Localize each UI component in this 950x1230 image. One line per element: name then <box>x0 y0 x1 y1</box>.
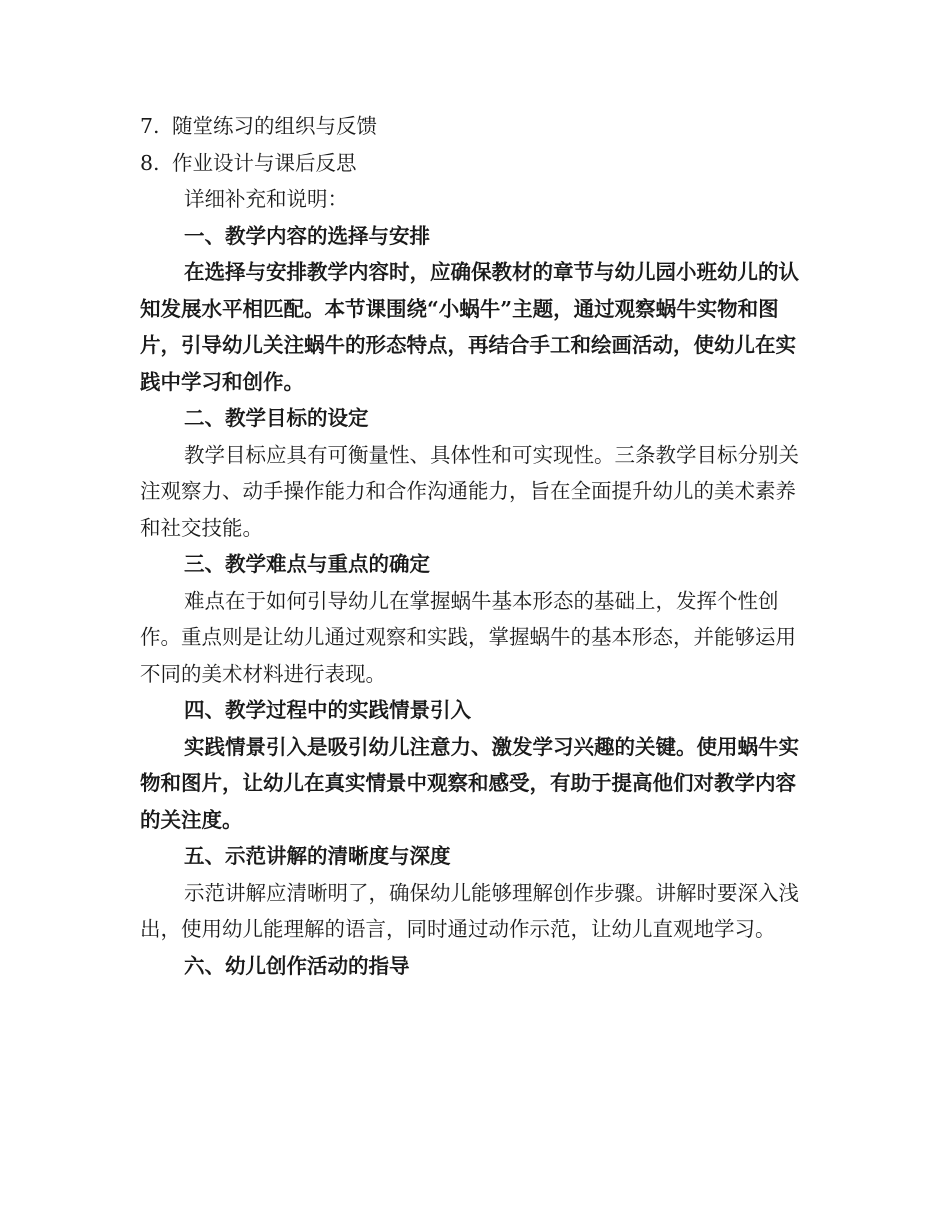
list-item-number: 8. <box>140 150 160 175</box>
section-heading-3: 三、教学难点与重点的确定 <box>184 552 430 576</box>
list-item-8 <box>140 145 802 182</box>
section-heading-4: 四、教学过程中的实践情景引入 <box>184 698 471 722</box>
section-body-5: 示范讲解应清晰明了，确保幼儿能够理解创作步骤。讲解时要深入浅出，使用幼儿能理解的语言，同时通过动作示范，让幼儿直观地学习。 <box>140 880 799 941</box>
section-body-1: 在选择与安排教学内容时，应确保教材的章节与幼儿园小班幼儿的认知发展水平相匹配。本节课围绕“小蜗牛”主题，通过观察蜗牛实物和图片，引导幼儿关注蜗牛的形态特点，再结合手工和绘画活动，使幼儿在实践中学习和创作。 <box>140 260 799 394</box>
list-item-text: 随堂练习的组织与反馈 <box>172 114 377 138</box>
list-item-7 <box>140 108 802 145</box>
document-body <box>140 108 802 984</box>
section-heading-2: 二、教学目标的设定 <box>184 406 369 430</box>
section-body-3: 难点在于如何引导幼儿在掌握蜗牛基本形态的基础上，发挥个性创作。重点则是让幼儿通过观察和实践，掌握蜗牛的基本形态，并能够运用不同的美术材料进行表现。 <box>140 588 796 686</box>
intro-line: 详细补充和说明： <box>184 187 348 211</box>
list-item-number: 7. <box>140 114 160 138</box>
section-heading-5: 五、示范讲解的清晰度与深度 <box>184 844 451 868</box>
section-heading-1: 一、教学内容的选择与安排 <box>184 223 430 248</box>
section-body-4: 实践情景引入是吸引幼儿注意力、激发学习兴趣的关键。使用蜗牛实物和图片，让幼儿在真实情景中观察和感受，有助于提高他们对教学内容的关注度。 <box>140 734 799 832</box>
list-item-text: 作业设计与课后反思 <box>172 150 357 175</box>
section-heading-6: 六、幼儿创作活动的指导 <box>184 953 410 978</box>
section-body-2: 教学目标应具有可衡量性、具体性和可实现性。三条教学目标分别关注观察力、动手操作能力和合作沟通能力，旨在全面提升幼儿的美术素养和社交技能。 <box>140 442 799 540</box>
